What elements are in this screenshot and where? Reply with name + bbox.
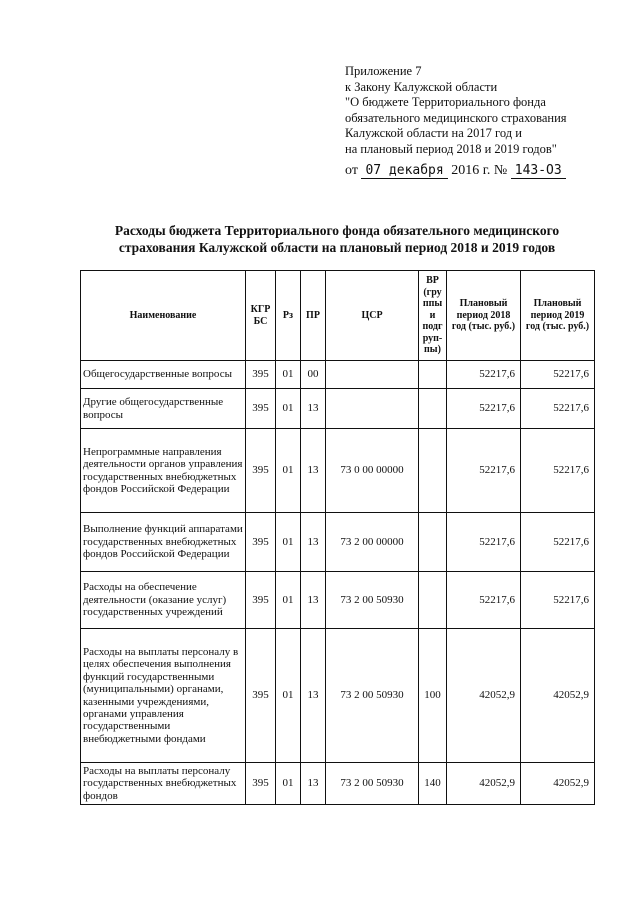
row-kgrbs: 395	[246, 361, 276, 389]
appendix-line: на плановый период 2018 и 2019 годов"	[345, 141, 557, 156]
row-name: Расходы на выплаты персоналу государственных внебюджетных фондов	[81, 763, 246, 805]
row-vr: 140	[419, 763, 447, 805]
appendix-line: "О бюджете Территориального фонда	[345, 95, 546, 109]
header-kgrbs: КГР БС	[246, 271, 276, 361]
row-kgrbs: 395	[246, 629, 276, 763]
row-pr: 13	[301, 389, 326, 429]
header-vr: ВР (гру ппы и подг руп- пы)	[419, 271, 447, 361]
table-row	[81, 513, 595, 572]
table-row	[81, 763, 595, 805]
row-pr: 13	[301, 629, 326, 763]
header-pr: ПР	[301, 271, 326, 361]
appendix-line: Приложение 7	[345, 64, 422, 78]
row-pr: 13	[301, 429, 326, 513]
row-csr: 73 2 00 50930	[326, 572, 419, 629]
row-2019: 42052,9	[521, 629, 595, 763]
row-2018: 52217,6	[447, 572, 521, 629]
row-rz: 01	[276, 513, 301, 572]
row-2018: 42052,9	[447, 629, 521, 763]
header-csr: ЦСР	[326, 271, 419, 361]
row-vr	[419, 361, 447, 389]
row-csr: 73 2 00 50930	[326, 629, 419, 763]
row-2018: 52217,6	[447, 513, 521, 572]
row-csr	[326, 389, 419, 429]
appendix-line: обязательного медицинского страхования	[345, 110, 567, 125]
header-2018: Плановый период 2018 год (тыс. руб.)	[447, 271, 521, 361]
row-kgrbs: 395	[246, 389, 276, 429]
row-2018: 52217,6	[447, 429, 521, 513]
header-name: Наименование	[81, 271, 246, 361]
row-rz: 01	[276, 763, 301, 805]
row-2019: 52217,6	[521, 429, 595, 513]
row-rz: 01	[276, 389, 301, 429]
header-2019: Плановый период 2019 год (тыс. руб.)	[521, 271, 595, 361]
row-2019: 52217,6	[521, 572, 595, 629]
row-name: Расходы на выплаты персоналу в целях обеспечения выполнения функций государственными (муниципальными) органами, казенными учреждениями, органами управления государственными внебюджетными фондами	[81, 629, 246, 763]
law-year: 2016 г. №	[451, 163, 508, 178]
row-rz: 01	[276, 629, 301, 763]
row-csr: 73 0 00 00000	[326, 429, 419, 513]
row-kgrbs: 395	[246, 763, 276, 805]
row-kgrbs: 395	[246, 572, 276, 629]
row-name: Другие общегосударственные вопросы	[81, 389, 246, 429]
header-rz: Рз	[276, 271, 301, 361]
law-number: 143-ОЗ	[511, 163, 566, 179]
row-2019: 52217,6	[521, 389, 595, 429]
law-date: 07 декабря	[361, 163, 447, 179]
table-row	[81, 572, 595, 629]
row-rz: 01	[276, 572, 301, 629]
row-name: Расходы на обеспечение деятельности (оказание услуг) государственных учреждений	[81, 572, 246, 629]
budget-table	[80, 270, 595, 805]
row-2018: 42052,9	[447, 763, 521, 805]
row-rz: 01	[276, 361, 301, 389]
document-title: Расходы бюджета Территориального фонда обязательного медицинского страхования Калужской области на плановый период 2018 и 2019 годов	[114, 223, 560, 255]
table-row	[81, 361, 595, 389]
table-header-row	[81, 271, 595, 361]
appendix-line: к Закону Калужской области	[345, 79, 498, 94]
from-label: от	[345, 163, 358, 178]
row-csr	[326, 361, 419, 389]
row-kgrbs: 395	[246, 429, 276, 513]
row-csr: 73 2 00 50930	[326, 763, 419, 805]
row-kgrbs: 395	[246, 513, 276, 572]
row-vr	[419, 429, 447, 513]
row-name: Непрограммные направления деятельности органов управления государственных внебюджетных фондов Российской Федерации	[81, 429, 246, 513]
row-pr: 13	[301, 572, 326, 629]
row-vr: 100	[419, 629, 447, 763]
row-2019: 52217,6	[521, 513, 595, 572]
row-rz: 01	[276, 429, 301, 513]
row-2019: 42052,9	[521, 763, 595, 805]
row-name: Общегосударственные вопросы	[81, 361, 246, 389]
row-vr	[419, 389, 447, 429]
row-2018: 52217,6	[447, 361, 521, 389]
row-2018: 52217,6	[447, 389, 521, 429]
law-date-line	[345, 163, 566, 179]
row-pr: 13	[301, 513, 326, 572]
table-row	[81, 629, 595, 763]
row-vr	[419, 572, 447, 629]
appendix-line: Калужской области на 2017 год и	[345, 126, 522, 140]
row-pr: 13	[301, 763, 326, 805]
row-vr	[419, 513, 447, 572]
row-csr: 73 2 00 00000	[326, 513, 419, 572]
table-row	[81, 429, 595, 513]
table-row	[81, 389, 595, 429]
appendix-header	[345, 64, 567, 157]
row-name: Выполнение функций аппаратами государственных внебюджетных фондов Российской Федерации	[81, 513, 246, 572]
row-pr: 00	[301, 361, 326, 389]
row-2019: 52217,6	[521, 361, 595, 389]
